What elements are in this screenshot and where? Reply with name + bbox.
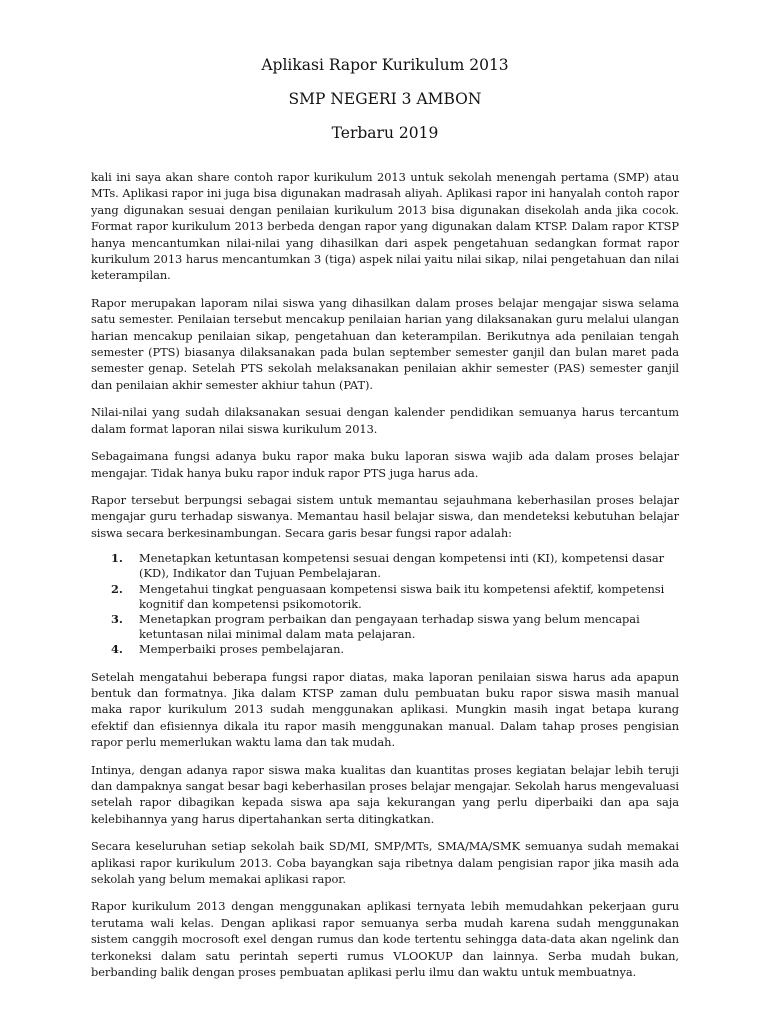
- paragraph: Rapor kurikulum 2013 dengan menggunakan aplikasi ternyata lebih memudahkan pekerjaan guru terutama wali kelas. Dengan aplikasi rapor semuanya serba mudah karena sudah menggunakan sistem canggih mocrosoft exel dengan rumus dan kode tertentu sehingga data-data akan ngelink dan terkoneksi dalam satu perintah seperti rumus VLOOKUP dan lainnya. Serba mudah bukan, berbanding balik dengan proses pembuatan aplikasi perlu ilmu dan waktu untuk membuatnya.: [91, 899, 679, 980]
- paragraph: Secara keseluruhan setiap sekolah baik SD/MI, SMP/MTs, SMA/MA/SMK semuanya sudah memakai aplikasi rapor kurikulum 2013. Coba bayangkan saja ribetnya dalam pengisian rapor jika masih ada sekolah yang belum memakai aplikasi rapor.: [91, 839, 679, 887]
- list-text: Menetapkan program perbaikan dan pengayaan terhadap siswa yang belum mencapai ketuntasan nilai minimal dalam mata pelajaran.: [139, 611, 640, 642]
- function-list: [91, 551, 679, 657]
- list-item: [91, 551, 679, 581]
- document-title-block: [91, 55, 679, 143]
- paragraph: Sebagaimana fungsi adanya buku rapor maka buku laporan siswa wajib ada dalam proses belajar mengajar. Tidak hanya buku rapor induk rapor PTS juga harus ada.: [91, 449, 679, 480]
- paragraph: Setelah mengatahui beberapa fungsi rapor diatas, maka laporan penilaian siswa harus ada apapun bentuk dan formatnya. Jika dalam KTSP zaman dulu pembuatan buku rapor siswa masih manual maka rapor kurikulum 2013 sudah menggunakan aplikasi. Mungkin masih ingat betapa kurang efektif dan efisiennya dikala itu rapor masih menggunakan manual. Dalam tahap proses pengisian rapor perlu memerlukan waktu lama dan tak mudah.: [91, 669, 679, 750]
- list-text: Memperbaiki proses pembelajaran.: [139, 642, 345, 657]
- list-number: 1.: [111, 551, 123, 566]
- list-text: Menetapkan ketuntasan kompetensi sesuai dengan kompetensi inti (KI), kompetensi dasar (KD), Indikator dan Tujuan Pembelajaran.: [139, 551, 665, 581]
- list-item: [91, 582, 679, 612]
- document-title: Aplikasi Rapor Kurikulum 2013: [261, 56, 509, 74]
- paragraph: Rapor merupakan laporam nilai siswa yang dihasilkan dalam proses belajar mengajar siswa selama satu semester. Penilaian tersebut mencakup penilaian harian yang dilaksanakan guru melalui ulangan harian mencakup penilaian sikap, pengetahuan dan keterampilan. Berikutnya ada penilaian tengah semester (PTS) biasanya dilaksanakan pada bulan september semester ganjil dan bulan maret pada semester genap. Setelah PTS sekolah melaksanakan penilaian akhir semester (PAS) semester ganjil dan penilaian akhir semester akhiur tahun (PAT).: [91, 295, 679, 392]
- document-page: [91, 55, 679, 991]
- list-number: 4.: [111, 642, 123, 657]
- list-item: [91, 642, 679, 657]
- paragraph: Intinya, dengan adanya rapor siswa maka kualitas dan kuantitas proses kegiatan belajar lebih teruji dan dampaknya sangat besar bagi keberhasilan proses belajar mengajar. Sekolah harus mengevaluasi setelah rapor dibagikan kepada siswa apa saja kekurangan yang perlu diperbaiki dan apa saja kelebihannya yang harus dipertahankan serta ditingkatkan.: [91, 762, 679, 826]
- list-number: 3.: [111, 611, 123, 626]
- paragraph: Rapor tersebut berpungsi sebagai sistem untuk memantau sejauhmana keberhasilan proses belajar mengajar guru terhadap siswanya. Memantau hasil belajar siswa, dan mendeteksi kebutuhan belajar siswa secara berkesinambungan. Secara garis besar fungsi rapor adalah:: [91, 492, 679, 540]
- document-subtitle-year: Terbaru 2019: [331, 124, 439, 142]
- list-text: Mengetahui tingkat penguasaan kompetensi siswa baik itu kompetensi afektif, kompetensi kognitif dan kompetensi psikomotorik.: [139, 581, 665, 611]
- list-item: [91, 612, 679, 642]
- paragraph: kali ini saya akan share contoh rapor kurikulum 2013 untuk sekolah menengah pertama (SMP) atau MTs. Aplikasi rapor ini juga bisa digunakan madrasah aliyah. Aplikasi rapor ini hanyalah contoh rapor yang digunakan sesuai dengan penilaian kurikulum 2013 bisa digunakan disekolah anda jika cocok. Format rapor kurikulum 2013 berbeda dengan rapor yang digunakan dalam KTSP. Dalam rapor KTSP hanya mencantumkan nilai-nilai yang dihasilkan dari aspek pengetahuan sedangkan format rapor kurikulum 2013 harus mencantumkan 3 (tiga) aspek nilai yaitu nilai sikap, nilai pengetahuan dan nilai keterampilan.: [91, 170, 679, 283]
- school-name: SMP NEGERI 3 AMBON: [288, 90, 482, 108]
- list-number: 2.: [111, 581, 123, 596]
- paragraph: Nilai-nilai yang sudah dilaksanakan sesuai dengan kalender pendidikan semuanya harus tercantum dalam format laporan nilai siswa kurikulum 2013.: [91, 405, 679, 436]
